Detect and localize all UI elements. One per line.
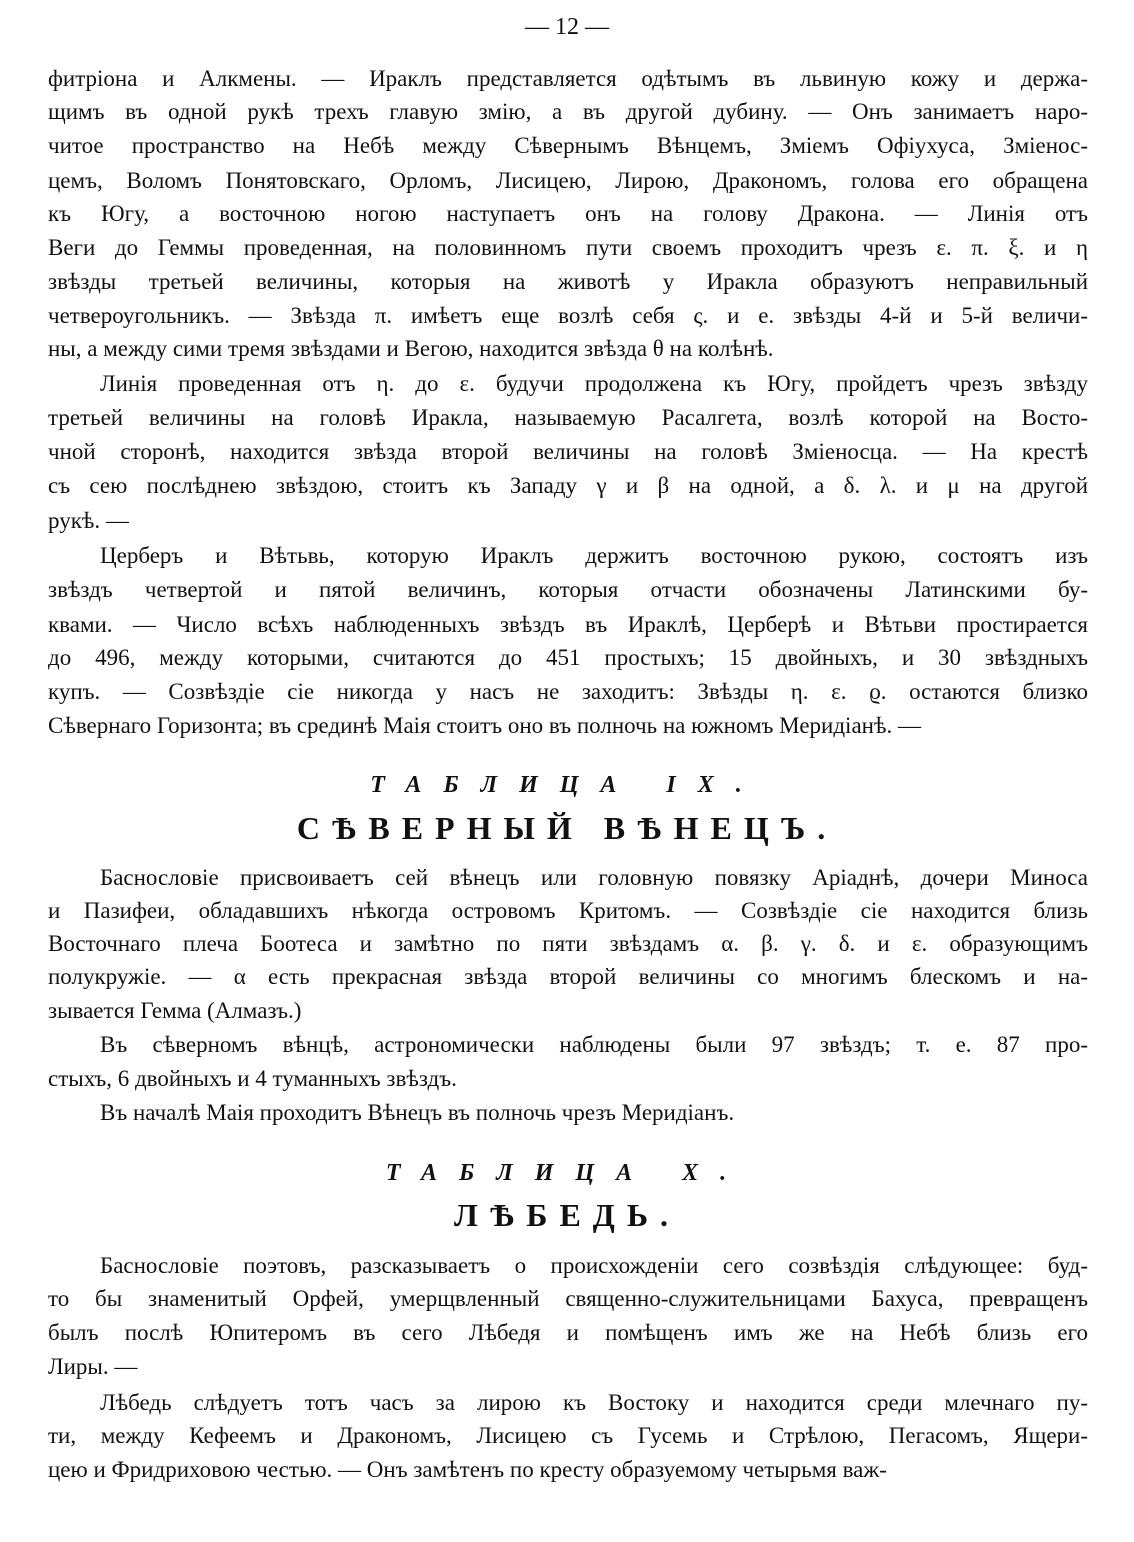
- text-line: и Пазифеи, обладавшихъ нѣкогда островомъ Критомъ. — Созвѣздіе сіе находится близь: [48, 898, 1088, 923]
- text-line: Баснословіе поэтовъ, разсказываетъ о происхожденіи сего созвѣздія слѣдующее: буд-: [100, 1253, 1088, 1278]
- table-heading-ix: ТАБЛИЦА IX.: [370, 772, 764, 798]
- text-line: Въ началѣ Маія проходитъ Вѣнецъ въ полночь чрезъ Меридіанъ.: [100, 1100, 735, 1125]
- text-line: Лѣбедь слѣдуетъ тотъ часъ за лирою къ Востоку и находится среди млечнаго пу-: [100, 1390, 1088, 1415]
- text-line: читое пространство на Небѣ между Сѣвернымъ Вѣнцемъ, Зміемъ Офіухуса, Зміенос-: [48, 133, 1088, 158]
- text-line: чной сторонѣ, находится звѣзда второй величины на головѣ Зміеносца. — На крестѣ: [48, 439, 1088, 464]
- text-line: квами. — Число всѣхъ наблюденныхъ звѣздъ въ Ираклѣ, Церберѣ и Вѣтьви простирается: [48, 612, 1088, 637]
- text-line: полукружіе. — α есть прекрасная звѣзда второй величины со многимъ блескомъ и на-: [48, 964, 1088, 989]
- table-heading-x: ТАБЛИЦА X.: [385, 1160, 749, 1186]
- text-line: съ сею послѣднею звѣздою, стоитъ къ Западу γ и β на одной, а δ. λ. и μ на другой: [48, 473, 1088, 498]
- text-line: рукѣ. —: [48, 508, 129, 533]
- text-line: Баснословіе присвоиваетъ сей вѣнецъ или головную повязку Аріаднѣ, дочери Миноса: [100, 865, 1088, 890]
- text-line: третьей величины на головѣ Иракла, называемую Расалгета, возлѣ которой на Восто-: [48, 405, 1088, 430]
- text-line: цею и Фридриховою честью. — Онъ замѣтенъ по кресту образуемому четырьмя важ-: [48, 1457, 887, 1482]
- text-line: звѣзды третьей величины, которыя на животѣ у Иракла образуютъ неправильный: [48, 269, 1088, 294]
- text-line: цемъ, Воломъ Понятовскаго, Орломъ, Лисицею, Лирою, Дракономъ, голова его обращена: [48, 168, 1088, 193]
- page-number: — 12 —: [525, 14, 609, 40]
- text-line: былъ послѣ Юпитеромъ въ сего Лѣбедя и помѣщенъ имъ же на Небѣ близь его: [48, 1320, 1088, 1345]
- text-line: ти, между Кефеемъ и Дракономъ, Лисицею съ Гусемь и Стрѣлою, Пегасомъ, Ящери-: [48, 1423, 1088, 1448]
- text-line: щимъ въ одной рукѣ трехъ главую змію, а въ другой дубину. — Онъ занимаетъ наро-: [48, 99, 1088, 124]
- text-line: Въ сѣверномъ вѣнцѣ, астрономически наблюдены были 97 звѣздъ; т. е. 87 про-: [100, 1032, 1088, 1057]
- text-line: купъ. — Созвѣздіе сіе никогда у насъ не заходитъ: Звѣзды η. ε. ϱ. остаются близко: [48, 679, 1088, 704]
- text-line: къ Югу, а восточною ногою наступаетъ онъ на голову Дракона. — Линія отъ: [48, 201, 1088, 226]
- text-line: до 496, между которыми, считаются до 451 простыхъ; 15 двойныхъ, и 30 звѣздныхъ: [48, 645, 1088, 670]
- text-line: Линія проведенная отъ η. до ε. будучи продолжена къ Югу, пройдетъ чрезъ звѣзду: [100, 371, 1088, 396]
- text-line: четвероугольникъ. — Звѣзда π. имѣетъ еще возлѣ себя ς. и е. звѣзды 4-й и 5-й величи-: [48, 303, 1088, 328]
- text-line: Восточнаго плеча Боотеса и замѣтно по пяти звѣздамъ α. β. γ. δ. и ε. образующимъ: [48, 931, 1088, 956]
- text-line: Церберъ и Вѣтьвь, которую Ираклъ держитъ восточною рукою, состоятъ изъ: [100, 543, 1088, 568]
- text-line: ны, а между сими тремя звѣздами и Вегою, находится звѣзда θ на колѣнѣ.: [48, 336, 774, 361]
- text-line: Сѣвернаго Горизонта; въ срединѣ Маія стоитъ оно въ полночь на южномъ Меридіанѣ. —: [48, 713, 921, 738]
- text-line: то бы знаменитый Орфей, умерщвленный священно-служительницами Бахуса, превращенъ: [48, 1286, 1088, 1311]
- text-line: зывается Гемма (Алмазъ.): [48, 998, 302, 1023]
- text-line: фитріона и Алкмены. — Ираклъ представляется одѣтымъ въ львиную кожу и держа-: [48, 66, 1088, 91]
- text-line: Лиры. —: [48, 1354, 138, 1379]
- section-title-swan: ЛѢБЕДЬ.: [454, 1197, 680, 1233]
- text-line: стыхъ, 6 двойныхъ и 4 туманныхъ звѣздъ.: [48, 1066, 457, 1091]
- section-title-northern-crown: СѢВЕРНЫЙ ВѢНЕЦЪ.: [296, 810, 838, 846]
- text-line: Веги до Геммы проведенная, на половинномъ пути своемъ проходитъ чрезъ ε. π. ξ. и η: [48, 235, 1088, 260]
- text-line: звѣздъ четвертой и пятой величинъ, которыя отчасти обозначены Латинскими бу-: [48, 577, 1088, 602]
